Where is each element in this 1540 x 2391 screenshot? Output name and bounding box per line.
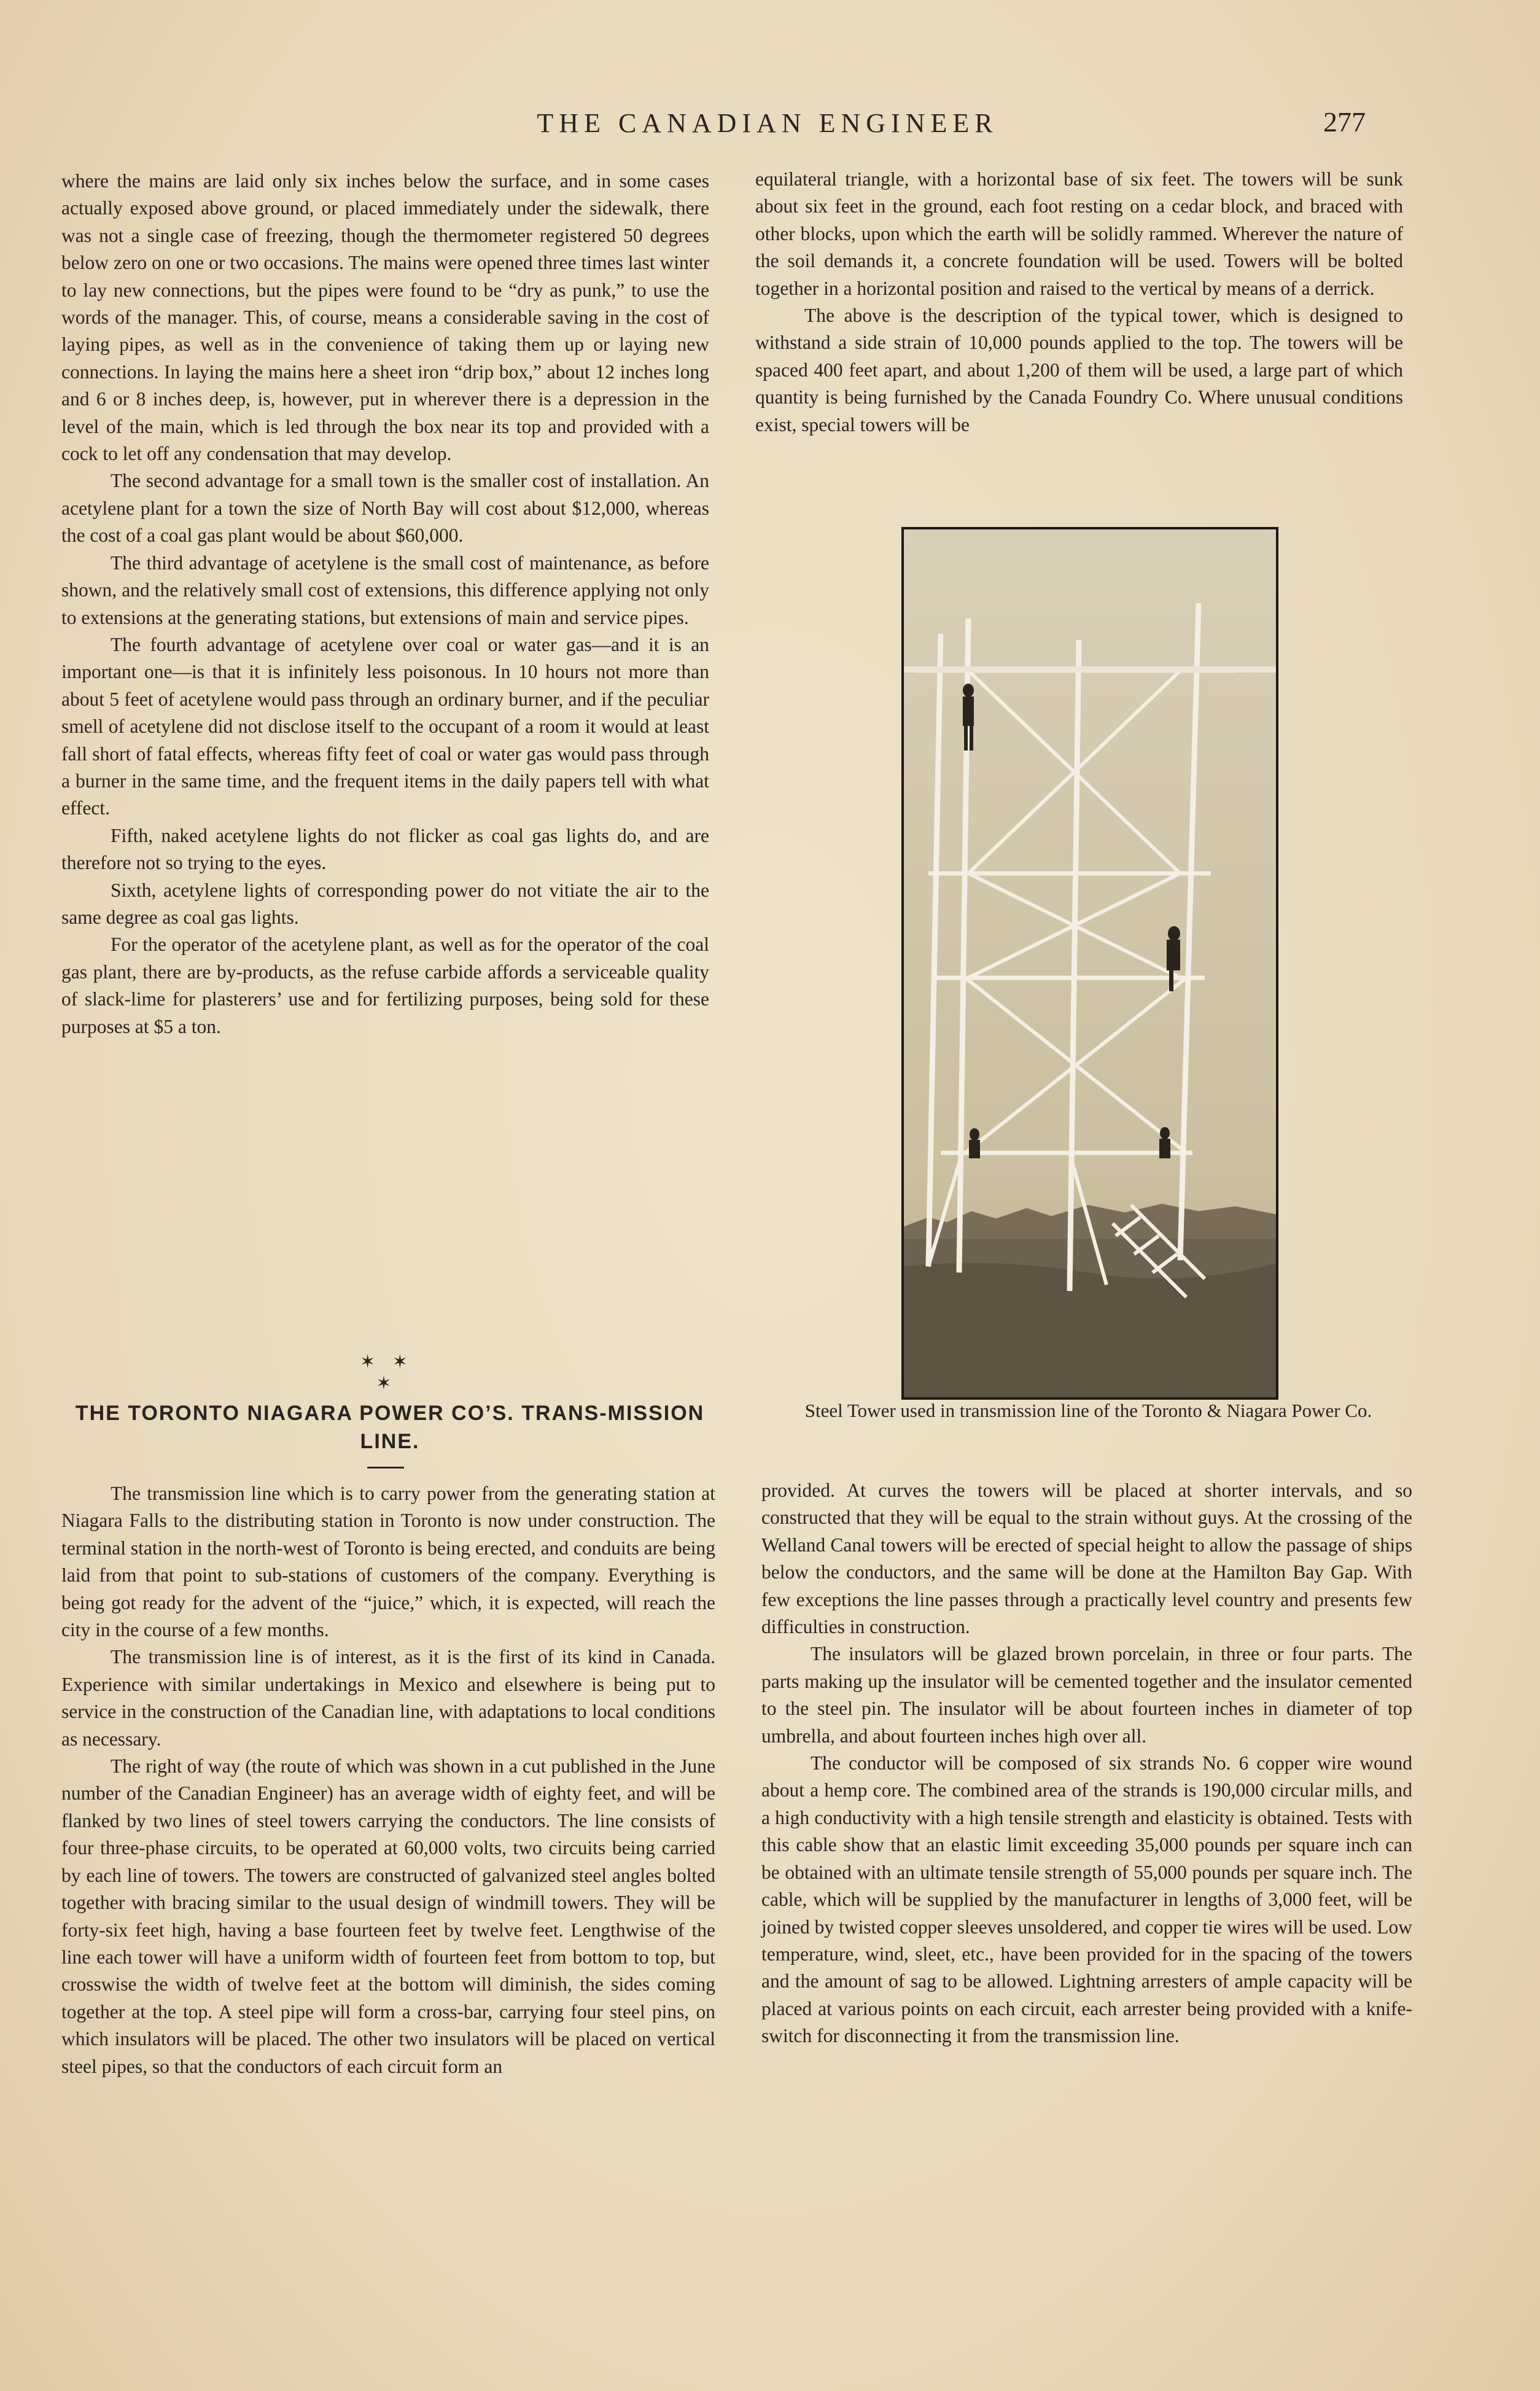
left-column-top	[61, 168, 709, 1040]
paragraph: The third advantage of acetylene is the small cost of maintenance, as before shown, and the relatively small cost of extensions, this difference applying not only to extensions at the generating stations, but extensions of main and service pipes.	[61, 552, 709, 628]
paragraph: The insulators will be glazed brown porcelain, in three or four parts. The parts making up the insulator will be cemented together and the insulator cemented to the steel pin. The insulator will be about fourteen inches in diameter of top umbrella, and about fourteen inches high over all.	[761, 1643, 1412, 1747]
title-rule	[367, 1467, 404, 1469]
tower-illustration	[904, 529, 1276, 1397]
paragraph: The second advantage for a small town is the smaller cost of installation. An acetylene plant for a town the size of North Bay will cost about $12,000, whereas the cost of a coal gas plant would be about $60,000.	[61, 470, 709, 547]
page-number: 277	[1323, 106, 1366, 138]
right-column-bottom	[761, 1477, 1412, 2050]
left-column-bottom	[61, 1480, 715, 2080]
paragraph: The conductor will be composed of six strands No. 6 copper wire wound about a hemp core. The combined area of the strands is 190,000 circular mills, and a high conductivity with a high tensile strength and elasticity is obtained. Tests with this cable show that an elastic limit exceeding 35,000 pounds per square inch can be obtained with an ultimate tensile strength of 55,000 pounds per square inch. The cable, which will be supplied by the manufacturer in lengths of 3,000 feet, will be joined by twisted copper sleeves unsoldered, and copper tie wires will be used. Low temperature, wind, sleet, etc., have been provided for in the spacing of the towers and the amount of sag to be allowed. Lightning arresters of ample capacity will be placed at various points on each circuit, each arrester being provided with a knife-switch for disconnecting it from the transmission line.	[761, 1752, 1412, 2047]
section-separator: ✶ ✶ ✶	[360, 1352, 414, 1394]
steel-tower-photograph	[901, 527, 1278, 1400]
paragraph: The right of way (the route of which was shown in a cut published in the June number of the Canadian Engineer) has an average width of eighty feet, and will be flanked by two lines of steel towers carrying the conductors. The line consists of four three-phase circuits, to be operated at 60,000 volts, two circuits being carried by each line of towers. The towers are constructed of galvanized steel angles bolted together with bracing similar to the usual design of windmill towers. They will be forty-six feet high, having a base fourteen feet by twelve feet. Lengthwise of the line each tower will have a uniform width of fourteen feet from bottom to top, but crosswise the width of twelve feet at the bottom will diminish, the sides coming together at the top. A steel pipe will form a cross-bar, carrying four steel pins, on which insulators will be placed. The other two insulators will be placed on vertical steel pipes, so that the conductors of each circuit form an	[61, 1755, 715, 2077]
paragraph: The transmission line is of interest, as it is the first of its kind in Canada. Experience with similar undertakings in Mexico and elsewhere is being put to service in the construction of the Canadian line, with adaptations to local conditions as necessary.	[61, 1646, 715, 1750]
paragraph: The fourth advantage of acetylene over coal or water gas—and it is an important one—is that it is infinitely less poisonous. In 10 hours not more than about 5 feet of acetylene would pass through an ordinary burner, and if the peculiar smell of acetylene did not disclose itself to the occupant of a room it would at least fall short of fatal effects, whereas fifty feet of coal or water gas would pass through a burner in the same time, and the frequent items in the daily papers tell with what effect.	[61, 633, 709, 819]
paragraph: provided. At curves the towers will be placed at shorter intervals, and so constructed that they will be equal to the strain without guys. At the crossing of the Welland Canal towers will be erected of special height to allow the passage of ships below the conductors, and the same will be done at the Hamilton Bay Gap. With few exceptions the line passes through a practically level country and presents few difficulties in construction.	[761, 1480, 1412, 1638]
paragraph: The above is the description of the typical tower, which is designed to withstand a side strain of 10,000 pounds applied to the top. The towers will be spaced 400 feet apart, and about 1,200 of them will be used, a large part of which quantity is being furnished by the Canada Foundry Co. Where unusual conditions exist, special towers will be	[755, 305, 1403, 435]
article-title: THE TORONTO NIAGARA POWER CO’S. TRANS-MISSION LINE.	[75, 1402, 705, 1453]
paragraph: where the mains are laid only six inches below the surface, and in some cases actually exposed above ground, or placed immediately under the sidewalk, there was not a single case of freezing, though the thermometer registered 50 degrees below zero on one or two occasions. The mains were opened three times last winter to lay new connections, but the pipes were found to be “dry as punk,” to use the words of the manager. This, of course, means a considerable saving in the cost of laying pipes, as well as in the convenience of taking them up or laying new connections. In laying the mains here a sheet iron “drip box,” about 12 inches long and 6 or 8 inches deep, is, however, put in wherever there is a depression in the level of the main, which is led through the box near its top and provided with a cock to let off any condensation that may develop.	[61, 170, 709, 465]
right-column-top	[755, 166, 1403, 439]
paragraph: Fifth, naked acetylene lights do not flicker as coal gas lights do, and are therefore not so trying to the eyes.	[61, 824, 709, 874]
running-header-title: THE CANADIAN ENGINEER	[537, 108, 998, 138]
paragraph: The transmission line which is to carry power from the generating station at Niagara Falls to the distributing station in Toronto is now under construction. The terminal station in the north-west of Toronto is being erected, and conduits are being laid from that point to sub-stations of customers of the company. Everything is being got ready for the advent of the “juice,” which, it is expected, will reach the city in the course of a few months.	[61, 1483, 715, 1641]
paragraph: equilateral triangle, with a horizontal base of six feet. The towers will be sunk about six feet in the ground, each foot resting on a cedar block, and braced with other blocks, upon which the earth will be solidly rammed. Wherever the nature of the soil demands it, a concrete foundation will be used. Towers will be bolted together in a horizontal position and raised to the vertical by means of a derrick.	[755, 168, 1403, 299]
paragraph: For the operator of the acetylene plant, as well as for the operator of the coal gas plant, there are by-products, as the refuse carbide affords a serviceable quality of slack-lime for plasterers’ use and for fertilizing purposes, being sold for these purposes at $5 a ton.	[61, 934, 709, 1037]
figure-caption: Steel Tower used in transmission line of the Toronto & Niagara Power Co.	[804, 1400, 1372, 1421]
paragraph: Sixth, acetylene lights of corresponding power do not vitiate the air to the same degree as coal gas lights.	[61, 879, 709, 928]
